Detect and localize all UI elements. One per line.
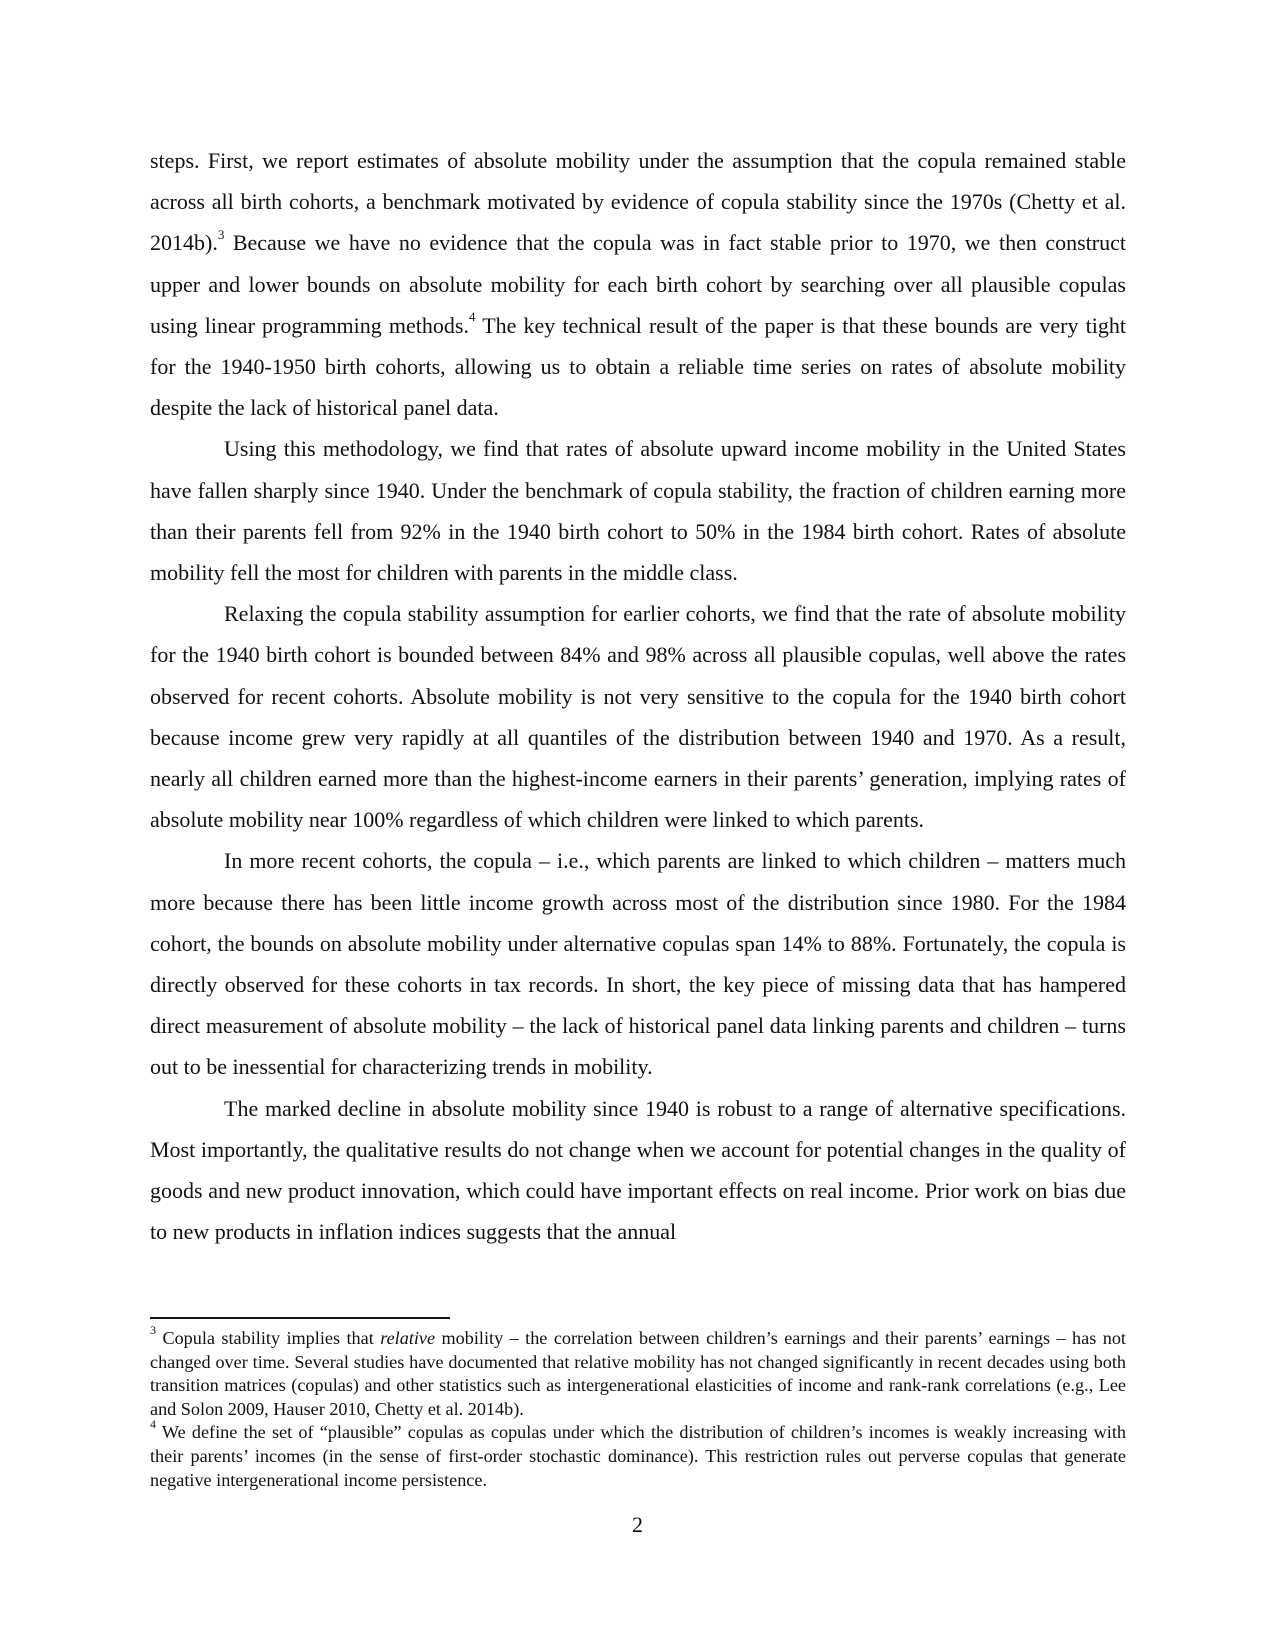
paragraph-4: In more recent cohorts, the copula – i.e., which parents are linked to which children – matters much more because there has been little income growth across most of the distribution since 1980. For the 1984 cohort, the bounds on absolute mobility under alternative copulas span 14% to 88%. Fortunately, the copula is directly observed for these cohorts in tax records. In short, the key piece of missing data that has hampered direct measurement of absolute mobility – the lack of historical panel data linking parents and children – turns out to be inessential for characterizing trends in mobility. (150, 848, 1126, 1080)
footnote-4-text: We define the set of “plausible” copulas as copulas under which the distribution of children’s incomes is weakly increasing with their parents’ incomes (in the sense of first-order stochastic dominance). This restriction rules out perverse copulas that generate negative intergenerational income persistence. (150, 1422, 1126, 1490)
page-number: 2 (632, 1512, 643, 1537)
footnote-divider (150, 1317, 450, 1319)
paragraph-1 (150, 140, 1126, 428)
paragraph-1-part-c: The key technical result of the paper is that these bounds are very tight for the 1940-1950 birth cohorts, allowing us to obtain a reliable time series on rates of absolute mobility despite the lack of historical panel data. (150, 312, 1126, 421)
paragraph-1-part-b: Because we have no evidence that the copula was in fact stable prior to 1970, we then construct upper and lower bounds on absolute mobility for each birth cohort by searching over all plausible copulas using linear programming methods. (150, 230, 1126, 338)
footnote-3-text-a: Copula stability implies that (156, 1328, 381, 1348)
footnote-3-number: 3 (150, 1322, 156, 1337)
footnote-3-text-b: mobility – the correlation between children’s earnings and their parents’ earnings – has not changed over time. Several studies have documented that relative mobility has not changed significantly in recent decades using both transition matrices (copulas) and other statistics such as intergenerational elasticities of income and rank-rank correlations (e.g., Lee and Solon 2009, Hauser 2010, Chetty et al. 2014b). (150, 1328, 1126, 1419)
footnote-ref-3[interactable]: 3 (217, 227, 225, 243)
footnote-4-number: 4 (150, 1417, 156, 1432)
paragraph-1-part-a: steps. First, we report estimates of absolute mobility under the assumption that the copula remained stable across all birth cohorts, a benchmark motivated by evidence of copula stability since the 1970s (Chetty et al. 2014b). (150, 148, 1126, 256)
main-body-text (150, 140, 1126, 1252)
paragraph-3: Relaxing the copula stability assumption for earlier cohorts, we find that the rate of absolute mobility for the 1940 birth cohort is bounded between 84% and 98% across all plausible copulas, well above the rates observed for recent cohorts. Absolute mobility is not very sensitive to the copula for the 1940 birth cohort because income grew very rapidly at all quantiles of the distribution between 1940 and 1970. As a result, nearly all children earned more than the highest-income earners in their parents’ generation, implying rates of absolute mobility near 100% regardless of which children were linked to which parents. (150, 601, 1126, 833)
footnotes (150, 1322, 1126, 1492)
paragraph-5: The marked decline in absolute mobility since 1940 is robust to a range of alternative specifications. Most importantly, the qualitative results do not change when we account for potential changes in the quality of goods and new product innovation, which could have important effects on real income. Prior work on bias due to new products in inflation indices suggests that the annual (150, 1095, 1126, 1245)
paragraph-2: Using this methodology, we find that rates of absolute upward income mobility in the United States have fallen sharply since 1940. Under the benchmark of copula stability, the fraction of children earning more than their parents fell from 92% in the 1940 birth cohort to 50% in the 1984 birth cohort. Rates of absolute mobility fell the most for children with parents in the middle class. (150, 436, 1126, 586)
footnote-3 (150, 1322, 1126, 1421)
footnote-4 (150, 1417, 1126, 1492)
footnote-ref-4[interactable]: 4 (468, 309, 476, 325)
footnote-3-italic: relative (380, 1328, 436, 1348)
